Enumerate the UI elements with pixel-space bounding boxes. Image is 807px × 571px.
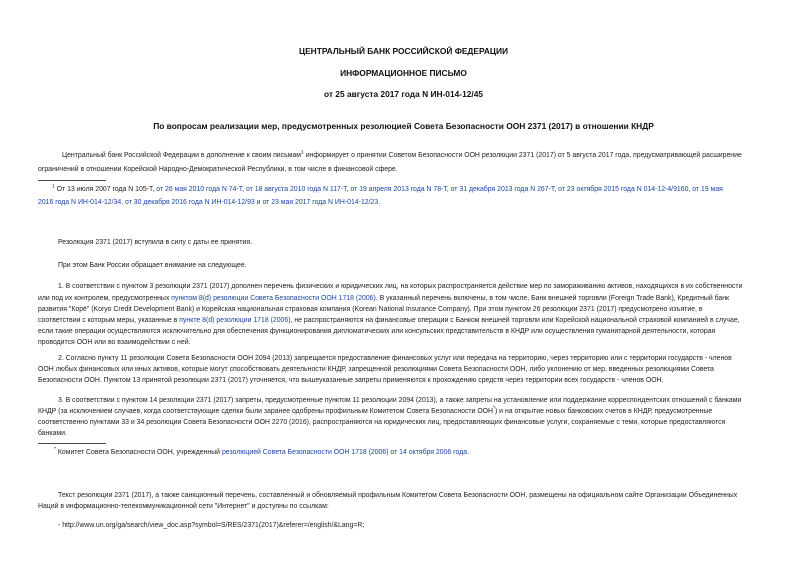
footnote-1-line-1 <box>52 184 782 195</box>
bank-title: ЦЕНТРАЛЬНЫЙ БАНК РОССИЙСКОЙ ФЕДЕРАЦИИ <box>298 46 509 56</box>
footnote-1-text: От 13 июля 2007 года N 105-Т, <box>54 186 155 193</box>
footnote-1-links[interactable]: от 26 мая 2010 года N 74-Т, от 18 августа 2010 года N 117-Т, от 19 апреля 2013 года N 78-Т, от 31 декабря 2013 года N 267-Т, от 23 октября 2015 года N 014-12-4/9160, от 19 мая <box>154 186 723 193</box>
footnote-divider-2 <box>38 443 106 444</box>
item-3-text-b: ) и на открытие новых банковских счетов в КНДР, предусмотренные <box>494 408 713 415</box>
document-type: ИНФОРМАЦИОННОЕ ПИСЬМО <box>340 68 467 78</box>
item-1-link-2[interactable]: пункте 8(d) резолюции 1718 (2006) <box>179 317 291 324</box>
item-3-line-1: 3. В соответствии с пунктом 14 резолюции 2371 (2017) запреты, предусмотренные пунктом 11 резолюции 2094 (2013), а также запреты на установление или поддержание корреспондентских отношений с банками <box>58 397 742 404</box>
intro-line-1 <box>62 150 782 161</box>
item-3-line-2 <box>38 406 778 417</box>
item-1-text-4b: , не распространяются на финансовые операции с Банком внешней торговли или Корейской национальной страховой компанией в случае, <box>290 317 740 324</box>
footnote-2-text: Комитет Совета Безопасности ООН, учрежденный <box>55 449 221 456</box>
item-2-line-1: 2. Согласно пункту 11 резолюции Совета Безопасности ООН 2094 (2013) запрещается предоставление финансовых услуг или передача на территорию, через территорию или с территории государств - членов <box>58 355 732 362</box>
footnote-2-mark: * <box>54 447 56 453</box>
item-1-line-3: развития "Корё" (Koryo Credit Development Bank) и Корейская национальная страховая компания (Korean National Insurance Company). При этом пунктом 26 резолюции 2371 (2017) предусмотрено изъятие, в <box>38 306 703 313</box>
item-1-link[interactable]: пунктом 8(d) резолюции Совета Безопасности ООН 1718 (2006) <box>171 295 376 302</box>
footnote-2 <box>54 447 754 458</box>
footnote-1-links-2[interactable]: 2016 года N ИН-014-12/34, от 30 декабря 2016 года N ИН-014-12/93 и от 23 мая 2017 года N ИН-014-12/23 <box>38 199 379 206</box>
item-1-line-4 <box>38 315 778 326</box>
footnote-1-mark: 1 <box>52 184 55 190</box>
item-1-line-2 <box>38 293 778 304</box>
item-1-text: или под их контролем, предусмотренных <box>38 295 170 302</box>
paragraph-in-force: Резолюция 2371 (2017) вступила в силу с даты ее принятия. <box>58 239 253 246</box>
footnote-1-end: . <box>378 199 381 206</box>
item-2-line-3: Безопасности ООН. Пунктом 13 принятой резолюции 2371 (2017) уточняется, что вышеуказанные запреты применяются к прохождению средств через территории всех государств - членов ООН. <box>38 377 664 384</box>
footnote-1-line-2 <box>38 197 778 208</box>
item-3-text: КНДР (за исключением случаев, когда соответствующие сделки были заранее одобрены профильным Комитетом Совета Безопасности ООН <box>38 408 494 415</box>
footnote-ref-star[interactable]: * <box>493 406 495 412</box>
item-1-text-4a: соответствии с которым меры, указанные в <box>38 317 178 324</box>
footnote-2-link[interactable]: резолюцией Совета Безопасности ООН 1718 (2006) от 14 октября 2006 года <box>220 449 468 456</box>
paragraph-attention: При этом Банк России обращает внимание на следующее. <box>58 262 247 269</box>
document-date: от 25 августа 2017 года N ИН-014-12/45 <box>323 89 484 99</box>
intro-text-tail: информирует о принятии Советом Безопасности ООН резолюции 2371 (2017) от 5 августа 2017 года, предусматривающей расширение <box>303 152 742 159</box>
item-1-line-5: если такие операции осуществляются исключительно для обеспечения функционирования дипломатических или консульских представительств в КНДР или осуществления гуманитарной деятельности, которая <box>38 328 716 335</box>
text-para-line-2: Наций в информационно-телекоммуникационной сети "Интернет" и доступны по ссылкам: <box>38 503 329 510</box>
footnote-ref-1[interactable]: 1 <box>301 150 304 156</box>
item-1-text-b: . В указанный перечень включены, в том числе, Банк внешней торговли (Foreign Trade Bank), Кредитный банк <box>375 295 730 302</box>
resolution-url[interactable]: - http://www.un.org/ga/search/view_doc.asp?symbol=S/RES/2371(2017)&referer=/english/&Lang=R; <box>58 522 365 529</box>
item-3-line-3: соответственно пунктами 33 и 34 резолюции Совета Безопасности ООН 2270 (2016), распространяются на юридических лиц, предоставляющих финансовые услуги, сохраняемые с теми, которые предоставляются <box>38 419 726 426</box>
intro-line-2: ограничений в отношении Корейской Народно-Демократической Республики, в том числе в финансовой сфере. <box>38 166 398 173</box>
item-1-line-6: проводится ООН или во взаимодействии с ней. <box>38 339 191 346</box>
item-3-line-4: банками. <box>38 430 67 437</box>
document-subject: По вопросам реализации мер, предусмотренных резолюцией Совета Безопасности ООН 2371 (2017) в отношении КНДР <box>153 121 654 131</box>
item-1-line-1: 1. В соответствии с пунктом 3 резолюции 2371 (2017) дополнен перечень физических и юридических лиц, на которых распространяется действие мер по замораживанию активов, находящихся в их собственности <box>58 283 743 290</box>
intro-text: Центральный банк Российской Федерации в дополнение к своим письмам <box>62 152 301 159</box>
footnote-divider <box>38 180 106 181</box>
text-para-line-1: Текст резолюции 2371 (2017), а также санкционный перечень, составленный и обновляемый профильным Комитетом Совета Безопасности ООН, размещены на официальном сайте Организации Объединенных <box>58 492 738 499</box>
footnote-2-end: . <box>467 449 469 456</box>
item-2-line-2: ООН любых финансовых или иных активов, которые могут способствовать деятельности КНДР, запрещенной резолюциями Совета Безопасности ООН, либо уклонению от мер, введенных резолюциями Совета <box>38 366 714 373</box>
